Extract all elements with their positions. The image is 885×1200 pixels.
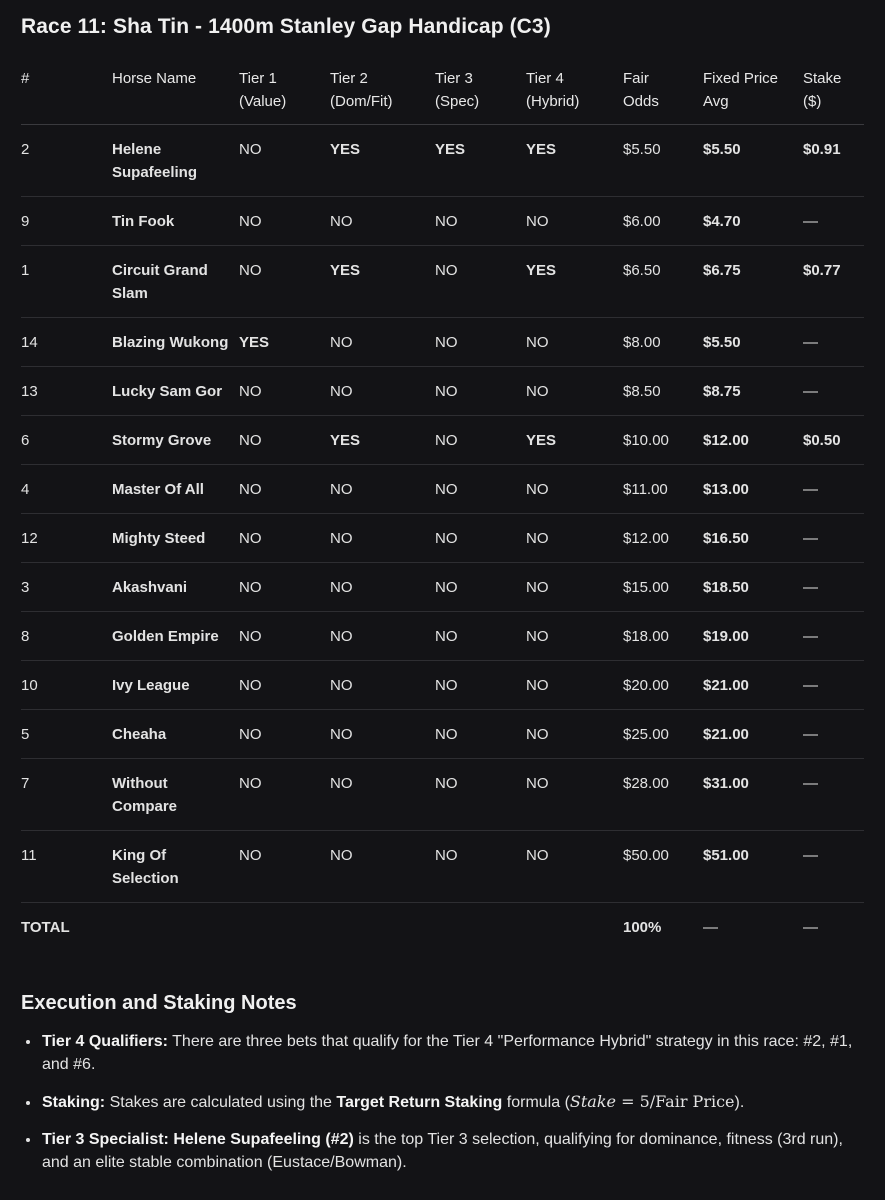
- cell-fixed-price: $5.50: [703, 318, 803, 367]
- table-row: [21, 416, 864, 465]
- cell-tier3: YES: [435, 125, 526, 197]
- total-fixed: —: [703, 919, 718, 936]
- cell-tier2: YES: [330, 125, 435, 197]
- header-tier1: Tier 1 (Value): [239, 58, 330, 125]
- cell-tier1: NO: [239, 416, 330, 465]
- cell-fair-odds: $8.00: [623, 318, 703, 367]
- table-row: [21, 563, 864, 612]
- table-row: [21, 125, 864, 197]
- cell-stake: —: [803, 514, 864, 563]
- cell-tier3: NO: [435, 514, 526, 563]
- table-row: [21, 318, 864, 367]
- cell-horse: King Of Selection: [112, 831, 239, 903]
- cell-tier3: NO: [435, 612, 526, 661]
- cell-stake: —: [803, 367, 864, 416]
- page-title: Race 11: Sha Tin - 1400m Stanley Gap Handicap (C3): [21, 15, 551, 38]
- total-fair: 100%: [623, 919, 662, 936]
- cell-horse: Ivy League: [112, 661, 239, 710]
- cell-tier2: NO: [330, 367, 435, 416]
- cell-tier4: NO: [526, 710, 623, 759]
- cell-fixed-price: $6.75: [703, 246, 803, 318]
- cell-stake: —: [803, 661, 864, 710]
- cell-tier2: YES: [330, 416, 435, 465]
- table-total-row: [21, 903, 864, 952]
- cell-tier1: NO: [239, 367, 330, 416]
- cell-tier1: NO: [239, 661, 330, 710]
- table-row: [21, 759, 864, 831]
- cell-fair-odds: $28.00: [623, 759, 703, 831]
- cell-tier2: NO: [330, 514, 435, 563]
- cell-tier1: NO: [239, 563, 330, 612]
- cell-num: 13: [21, 367, 112, 416]
- formula: Stake = 5/Fair Price: [569, 1092, 735, 1111]
- cell-tier2: YES: [330, 246, 435, 318]
- cell-horse: Lucky Sam Gor: [112, 367, 239, 416]
- cell-fixed-price: $51.00: [703, 831, 803, 903]
- cell-tier4: YES: [526, 246, 623, 318]
- note-text: There are three bets that qualify for the Tier 4 "Performance Hybrid" strategy in this race: #2, #1, and #6.: [42, 1033, 853, 1073]
- cell-fair-odds: $6.50: [623, 246, 703, 318]
- cell-tier1: NO: [239, 759, 330, 831]
- note-staking: • Staking: Stakes are calculated using the Target Return Staking formula (Stake = 5/Fair Price).: [41, 1090, 864, 1114]
- cell-horse: Akashvani: [112, 563, 239, 612]
- table-row: [21, 710, 864, 759]
- cell-fair-odds: $12.00: [623, 514, 703, 563]
- cell-horse: Golden Empire: [112, 612, 239, 661]
- cell-tier1: NO: [239, 831, 330, 903]
- cell-num: 3: [21, 563, 112, 612]
- note-label: Tier 4 Qualifiers:: [42, 1033, 168, 1050]
- cell-fair-odds: $15.00: [623, 563, 703, 612]
- cell-horse: Stormy Grove: [112, 416, 239, 465]
- cell-tier2: NO: [330, 612, 435, 661]
- cell-tier4: NO: [526, 465, 623, 514]
- note-label: Staking:: [42, 1094, 106, 1111]
- cell-horse: Circuit Grand Slam: [112, 246, 239, 318]
- cell-tier1: NO: [239, 246, 330, 318]
- cell-tier4: NO: [526, 831, 623, 903]
- cell-tier4: YES: [526, 416, 623, 465]
- cell-num: 4: [21, 465, 112, 514]
- cell-fixed-price: $21.00: [703, 661, 803, 710]
- cell-tier3: NO: [435, 661, 526, 710]
- cell-tier1: YES: [239, 318, 330, 367]
- table-row: [21, 514, 864, 563]
- header-tier2: Tier 2 (Dom/Fit): [330, 58, 435, 125]
- cell-tier3: NO: [435, 710, 526, 759]
- race-table: [21, 58, 864, 951]
- cell-horse: Blazing Wukong: [112, 318, 239, 367]
- cell-fixed-price: $12.00: [703, 416, 803, 465]
- cell-tier3: NO: [435, 367, 526, 416]
- note-tier3: [41, 1128, 864, 1174]
- cell-tier1: NO: [239, 465, 330, 514]
- cell-horse: Helene Supafeeling: [112, 125, 239, 197]
- cell-tier4: NO: [526, 318, 623, 367]
- cell-fixed-price: $19.00: [703, 612, 803, 661]
- cell-fixed-price: $13.00: [703, 465, 803, 514]
- cell-tier4: YES: [526, 125, 623, 197]
- cell-stake: $0.50: [803, 416, 864, 465]
- cell-fair-odds: $18.00: [623, 612, 703, 661]
- cell-tier2: NO: [330, 831, 435, 903]
- cell-fixed-price: $18.50: [703, 563, 803, 612]
- cell-num: 12: [21, 514, 112, 563]
- cell-fair-odds: $25.00: [623, 710, 703, 759]
- cell-num: 7: [21, 759, 112, 831]
- cell-fixed-price: $16.50: [703, 514, 803, 563]
- cell-stake: $0.77: [803, 246, 864, 318]
- cell-horse: Tin Fook: [112, 197, 239, 246]
- header-tier3: Tier 3 (Spec): [435, 58, 526, 125]
- cell-tier3: NO: [435, 563, 526, 612]
- cell-tier3: NO: [435, 416, 526, 465]
- note-emphasis: Target Return Staking: [336, 1094, 503, 1111]
- cell-num: 6: [21, 416, 112, 465]
- cell-fair-odds: $8.50: [623, 367, 703, 416]
- table-row: [21, 246, 864, 318]
- cell-fair-odds: $11.00: [623, 465, 703, 514]
- cell-tier4: NO: [526, 612, 623, 661]
- cell-tier2: NO: [330, 661, 435, 710]
- cell-tier2: NO: [330, 197, 435, 246]
- cell-fair-odds: $20.00: [623, 661, 703, 710]
- cell-horse: Cheaha: [112, 710, 239, 759]
- cell-tier2: NO: [330, 318, 435, 367]
- cell-stake: —: [803, 612, 864, 661]
- cell-num: 1: [21, 246, 112, 318]
- cell-stake: —: [803, 563, 864, 612]
- header-fair-odds: Fair Odds: [623, 58, 703, 125]
- cell-tier3: NO: [435, 759, 526, 831]
- header-num: #: [21, 58, 112, 125]
- notes-list: [21, 1030, 864, 1188]
- table-row: [21, 367, 864, 416]
- cell-fixed-price: $21.00: [703, 710, 803, 759]
- cell-tier3: NO: [435, 318, 526, 367]
- table-header-row: [21, 58, 864, 125]
- cell-stake: —: [803, 759, 864, 831]
- header-horse: Horse Name: [112, 58, 239, 125]
- total-stake: —: [803, 919, 818, 936]
- cell-num: 11: [21, 831, 112, 903]
- cell-tier4: NO: [526, 563, 623, 612]
- cell-num: 8: [21, 612, 112, 661]
- table-row: [21, 661, 864, 710]
- cell-fixed-price: $31.00: [703, 759, 803, 831]
- cell-fair-odds: $10.00: [623, 416, 703, 465]
- table-row: [21, 831, 864, 903]
- cell-tier4: NO: [526, 514, 623, 563]
- table-row: [21, 612, 864, 661]
- cell-fixed-price: $5.50: [703, 125, 803, 197]
- table-row: [21, 465, 864, 514]
- cell-num: 2: [21, 125, 112, 197]
- cell-stake: —: [803, 710, 864, 759]
- notes-title: Execution and Staking Notes: [21, 992, 297, 1014]
- total-label: TOTAL: [21, 919, 70, 936]
- cell-stake: —: [803, 831, 864, 903]
- cell-horse: Mighty Steed: [112, 514, 239, 563]
- cell-tier3: NO: [435, 246, 526, 318]
- cell-fair-odds: $50.00: [623, 831, 703, 903]
- note-tier4: [41, 1030, 864, 1076]
- note-text: is the top Tier 3 selection, qualifying for dominance, fitness (3rd run), and an elite stable combination (Eustace/Bowman).: [42, 1131, 843, 1171]
- cell-fixed-price: $4.70: [703, 197, 803, 246]
- table-row: [21, 197, 864, 246]
- cell-horse: Master Of All: [112, 465, 239, 514]
- cell-stake: —: [803, 197, 864, 246]
- cell-tier1: NO: [239, 197, 330, 246]
- header-fixed-price: Fixed Price Avg: [703, 58, 803, 125]
- cell-stake: —: [803, 465, 864, 514]
- cell-tier3: NO: [435, 197, 526, 246]
- cell-num: 9: [21, 197, 112, 246]
- cell-tier3: NO: [435, 831, 526, 903]
- cell-tier4: NO: [526, 759, 623, 831]
- cell-tier4: NO: [526, 661, 623, 710]
- cell-num: 14: [21, 318, 112, 367]
- cell-fixed-price: $8.75: [703, 367, 803, 416]
- cell-fair-odds: $6.00: [623, 197, 703, 246]
- cell-horse: Without Compare: [112, 759, 239, 831]
- cell-num: 5: [21, 710, 112, 759]
- cell-tier4: NO: [526, 367, 623, 416]
- cell-tier1: NO: [239, 710, 330, 759]
- cell-tier2: NO: [330, 759, 435, 831]
- cell-tier1: NO: [239, 612, 330, 661]
- header-tier4: Tier 4 (Hybrid): [526, 58, 623, 125]
- cell-tier1: NO: [239, 514, 330, 563]
- cell-stake: —: [803, 318, 864, 367]
- cell-tier2: NO: [330, 465, 435, 514]
- cell-tier2: NO: [330, 563, 435, 612]
- cell-num: 10: [21, 661, 112, 710]
- cell-stake: $0.91: [803, 125, 864, 197]
- note-label: Tier 3 Specialist: Helene Supafeeling (#2): [42, 1131, 354, 1148]
- header-stake: Stake ($): [803, 58, 864, 125]
- cell-fair-odds: $5.50: [623, 125, 703, 197]
- table-body: [21, 125, 864, 952]
- cell-tier1: NO: [239, 125, 330, 197]
- cell-tier3: NO: [435, 465, 526, 514]
- cell-tier4: NO: [526, 197, 623, 246]
- cell-tier2: NO: [330, 710, 435, 759]
